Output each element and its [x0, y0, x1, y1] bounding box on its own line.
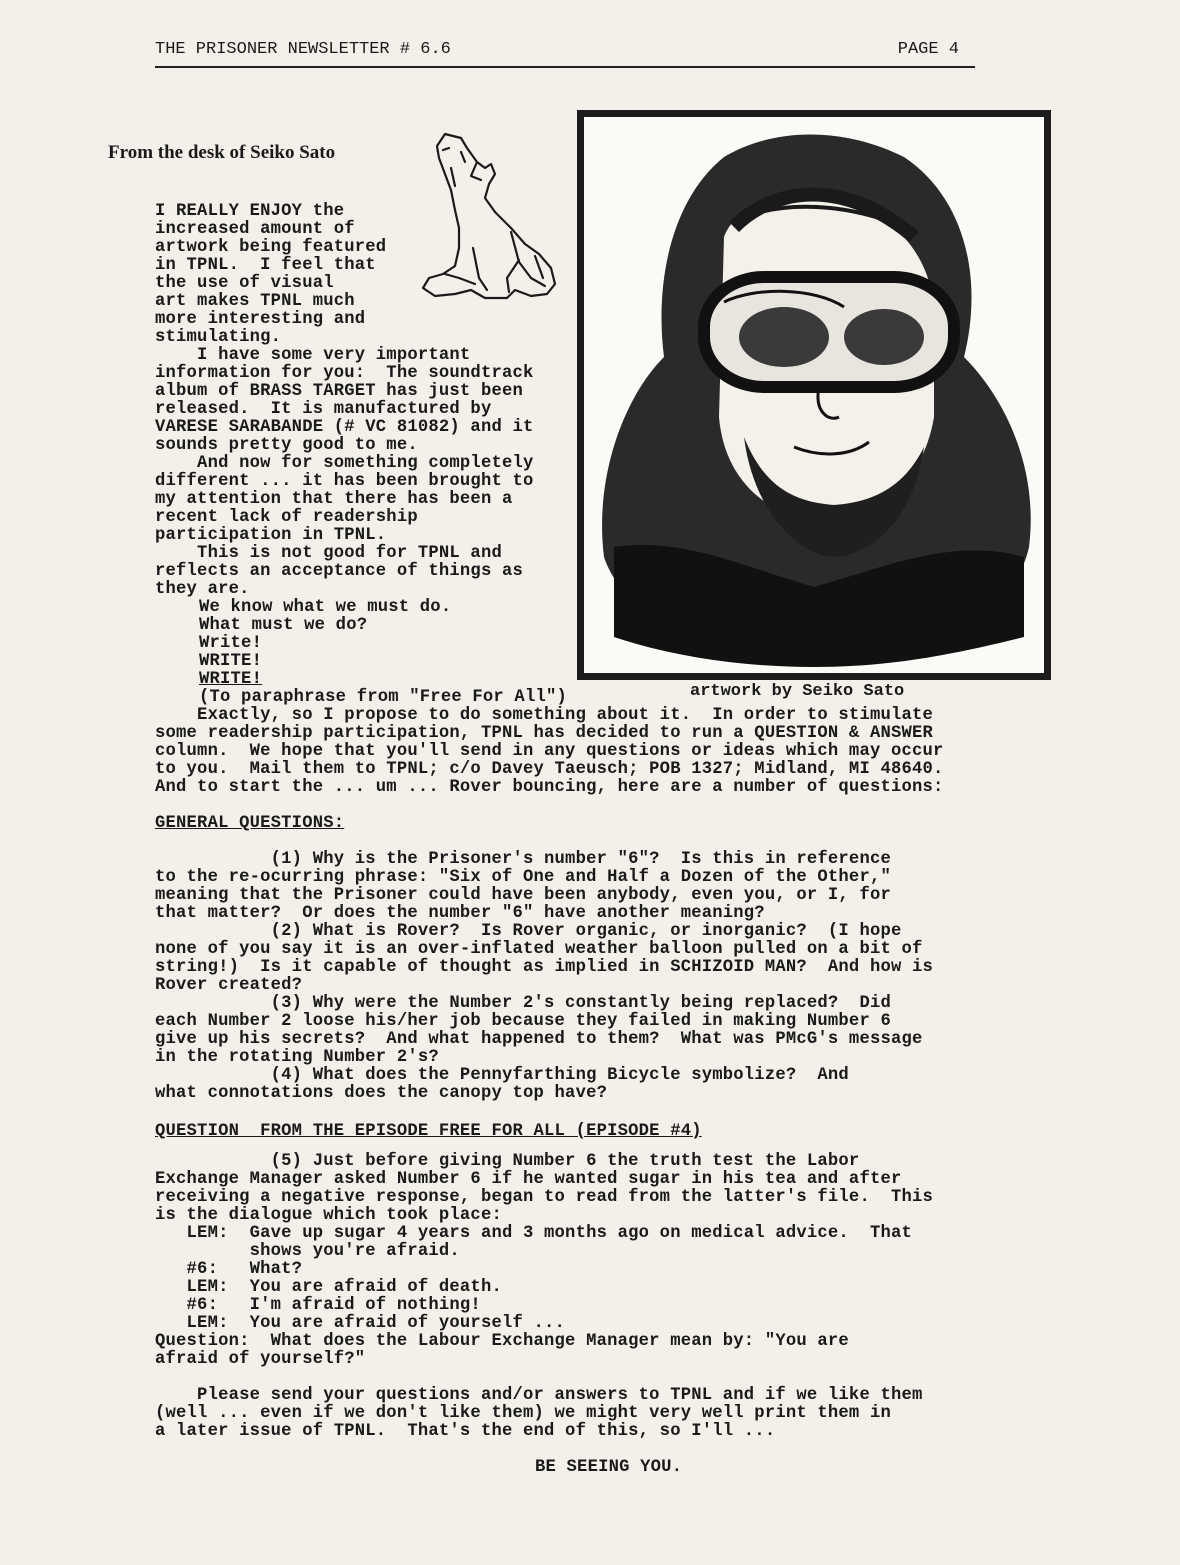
text-line: (1) Why is the Prisoner's number "6"? Is this in reference — [155, 850, 891, 869]
artwork-portrait — [577, 110, 1051, 680]
text-line: participation in TPNL. — [155, 526, 387, 545]
text-line: to the re-ocurring phrase: "Six of One and Half a Dozen of the Other," — [155, 868, 891, 887]
text-line: my attention that there has been a — [155, 490, 513, 509]
text-line: recent lack of readership — [155, 508, 418, 527]
text-line: And now for something completely — [155, 454, 534, 473]
text-line: string!) Is it capable of thought as implied in SCHIZOID MAN? And how is — [155, 958, 934, 977]
text-line: the use of visual — [155, 274, 334, 293]
text-line: This is not good for TPNL and — [155, 544, 502, 563]
text-line: Write! — [199, 634, 263, 653]
page-number: PAGE 4 — [897, 40, 959, 59]
text-line: afraid of yourself?" — [155, 1350, 366, 1369]
text-line: (5) Just before giving Number 6 the truth test the Labor — [155, 1152, 860, 1171]
text-line: album of BRASS TARGET has just been — [155, 382, 523, 401]
text-line: WRITE! — [199, 652, 263, 671]
text-line: in TPNL. I feel that — [155, 256, 376, 275]
text-line: (2) What is Rover? Is Rover organic, or inorganic? (I hope — [155, 922, 902, 941]
text-line: We know what we must do. — [199, 598, 452, 617]
text-line: VARESE SARABANDE (# VC 81082) and it — [155, 418, 534, 437]
text-line: (3) Why were the Number 2's constantly being replaced? Did — [155, 994, 891, 1013]
text-line: (4) What does the Pennyfarthing Bicycle symbolize? And — [155, 1066, 849, 1085]
text-line: And to start the ... um ... Rover bouncing, here are a number of questions: — [155, 778, 944, 797]
text-line: to you. Mail them to TPNL; c/o Davey Taeusch; POB 1327; Midland, MI 48640. — [155, 760, 944, 779]
text-line: artwork being featured — [155, 238, 387, 257]
dialogue-line: shows you're afraid. — [155, 1242, 460, 1261]
text-line: Please send your questions and/or answers to TPNL and if we like them — [155, 1386, 923, 1405]
text-line: I have some very important — [155, 346, 471, 365]
text-line: sounds pretty good to me. — [155, 436, 418, 455]
text-line: (To paraphrase from "Free For All") — [199, 688, 567, 707]
dialogue-line: #6: What? — [155, 1260, 303, 1279]
text-line: some readership participation, TPNL has decided to run a QUESTION & ANSWER — [155, 724, 934, 743]
text-line: receiving a negative response, began to read from the latter's file. This — [155, 1188, 934, 1207]
text-line: Exactly, so I propose to do something about it. In order to stimulate — [155, 706, 934, 725]
text-line: in the rotating Number 2's? — [155, 1048, 439, 1067]
section-heading: GENERAL QUESTIONS: — [155, 814, 345, 833]
text-line: Exchange Manager asked Number 6 if he wanted sugar in his tea and after — [155, 1170, 902, 1189]
text-line: each Number 2 loose his/her job because they failed in making Number 6 — [155, 1012, 891, 1031]
text-line: what connotations does the canopy top have? — [155, 1084, 608, 1103]
artwork-caption: artwork by Seiko Sato — [690, 682, 905, 701]
section-heading: QUESTION FROM THE EPISODE FREE FOR ALL (EPISODE #4) — [155, 1122, 702, 1141]
text-line: give up his secrets? And what happened to them? What was PMcG's message — [155, 1030, 923, 1049]
fur-hood-goggles-portrait — [584, 117, 1044, 673]
text-line: What must we do? — [199, 616, 368, 635]
text-line: released. It is manufactured by — [155, 400, 492, 419]
text-line: I REALLY ENJOY the — [155, 202, 345, 221]
text-line: a later issue of TPNL. That's the end of this, so I'll ... — [155, 1422, 776, 1441]
page-header — [155, 36, 975, 68]
text-line: (well ... even if we don't like them) we might very well print them in — [155, 1404, 891, 1423]
text-line: is the dialogue which took place: — [155, 1206, 502, 1225]
column-heading: From the desk of Seiko Sato — [108, 142, 336, 163]
howling-wolf-illustration — [415, 128, 575, 308]
text-line: art makes TPNL much — [155, 292, 355, 311]
text-line: reflects an acceptance of things as — [155, 562, 523, 581]
text-line: different ... it has been brought to — [155, 472, 534, 491]
text-line: that matter? Or does the number "6" have another meaning? — [155, 904, 765, 923]
sign-off: BE SEEING YOU. — [535, 1458, 683, 1477]
text-line: meaning that the Prisoner could have been anybody, even you, or I, for — [155, 886, 891, 905]
text-line: column. We hope that you'll send in any questions or ideas which may occur — [155, 742, 944, 761]
newsletter-title: THE PRISONER NEWSLETTER # 6.6 — [155, 40, 451, 59]
text-line: stimulating. — [155, 328, 282, 347]
dialogue-line: LEM: You are afraid of death. — [155, 1278, 502, 1297]
text-line: none of you say it is an over-inflated weather balloon pulled on a bit of — [155, 940, 923, 959]
dialogue-line: #6: I'm afraid of nothing! — [155, 1296, 481, 1315]
text-line: more interesting and — [155, 310, 366, 329]
dialogue-line: LEM: You are afraid of yourself ... — [155, 1314, 566, 1333]
text-line: information for you: The soundtrack — [155, 364, 534, 383]
text-line: increased amount of — [155, 220, 355, 239]
text-line: WRITE! — [199, 670, 263, 689]
text-line: Question: What does the Labour Exchange Manager mean by: "You are — [155, 1332, 849, 1351]
text-line: they are. — [155, 580, 250, 599]
text-line: Rover created? — [155, 976, 303, 995]
dialogue-line: LEM: Gave up sugar 4 years and 3 months ago on medical advice. That — [155, 1224, 913, 1243]
